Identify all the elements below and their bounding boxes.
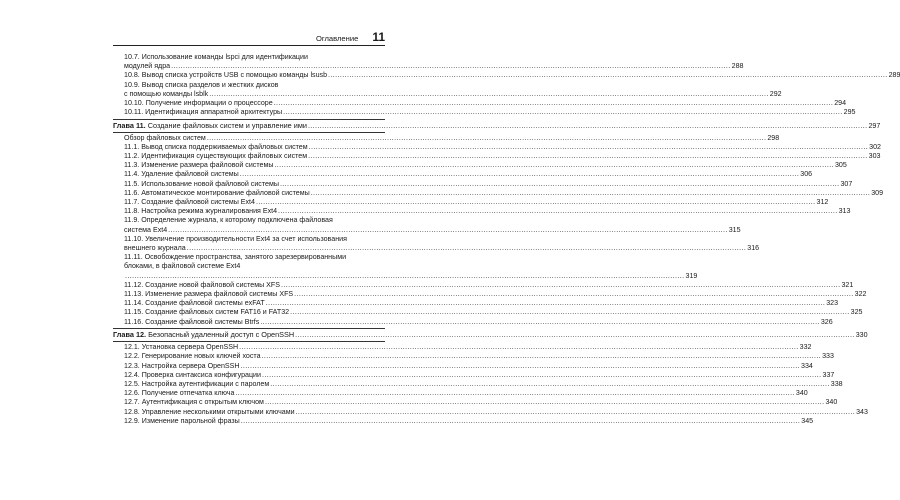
toc-entry[interactable] (124, 152, 881, 161)
entry-page: 303 (868, 152, 881, 161)
toc-entry[interactable] (124, 99, 847, 108)
entry-title: 11.3. Изменение размера файловой системы (124, 161, 274, 170)
entry-title: 11.14. Создание файловой системы exFAT (124, 299, 265, 308)
leader-dots (283, 108, 843, 117)
leader-dots (171, 62, 731, 71)
toc-entry[interactable] (124, 161, 847, 170)
chapter-separator (113, 341, 385, 342)
toc-entry[interactable] (124, 188, 884, 198)
chapter-label: Глава 11. (113, 120, 146, 130)
entry-title: внешнего журнала (124, 244, 186, 253)
entry-title: 11.12. Создание новой файловой системы XFS (124, 280, 280, 289)
toc-entry[interactable] (124, 317, 833, 327)
entry-title: 12.8. Управление несколькими открытыми ключами (124, 407, 295, 416)
entry-page: 340 (795, 389, 808, 398)
running-head (113, 30, 385, 44)
table-of-contents (113, 53, 900, 426)
leader-dots (270, 380, 830, 389)
leader-dots (274, 161, 834, 170)
toc-entry[interactable] (124, 343, 812, 352)
entry-title: 11.15. Создание файловых систем FAT16 и FAT32 (124, 308, 290, 317)
entry-page: 333 (822, 352, 834, 361)
leader-dots (239, 343, 799, 352)
toc-entry[interactable] (124, 216, 741, 234)
leader-dots (260, 318, 820, 327)
leader-dots (296, 408, 856, 417)
toc-entry[interactable] (124, 308, 863, 317)
toc-entry[interactable] (124, 108, 856, 117)
toc-entry[interactable] (124, 179, 853, 189)
leader-dots (240, 170, 800, 179)
entry-title: 12.9. Изменение парольной фразы (124, 416, 240, 425)
chapter-separator (113, 328, 385, 329)
toc-entry[interactable] (124, 416, 814, 426)
running-head-title: Оглавление (315, 34, 359, 43)
toc-entry[interactable] (124, 71, 900, 80)
entry-title-line: блоками, в файловой системе Ext4 (124, 262, 241, 271)
toc-chapter-12[interactable] (113, 330, 868, 340)
entry-page: 332 (799, 343, 812, 352)
entry-page: 338 (830, 379, 843, 388)
chapter-separator (113, 119, 385, 120)
leader-dots (209, 90, 769, 99)
toc-entry[interactable] (124, 361, 813, 371)
entry-page: 315 (728, 225, 741, 234)
entry-title: 11.2. Идентификация существующих файловых систем (124, 152, 308, 161)
leader-dots (281, 281, 841, 290)
entry-page: 289 (888, 71, 900, 80)
leader-dots (266, 299, 826, 308)
entry-title: 12.2. Генерирование новых ключей хоста (124, 352, 261, 361)
entry-page: 326 (820, 317, 833, 326)
entry-title: 12.3. Настройка сервера OpenSSH (124, 361, 240, 370)
entry-page: 307 (840, 179, 853, 188)
entry-page: 337 (822, 370, 835, 379)
toc-entry[interactable] (124, 370, 835, 380)
page-number: 11 (372, 30, 385, 44)
entry-title: 10.11. Идентификация аппаратной архитектуры (124, 108, 283, 117)
chapter-page: 330 (855, 331, 868, 340)
leader-dots (168, 226, 728, 235)
entry-title: 11.7. Создание файловой системы Ext4 (124, 198, 255, 207)
entry-page: 309 (871, 188, 884, 197)
leader-dots (311, 189, 871, 198)
leader-dots (295, 331, 855, 340)
entry-title: модулей ядра (124, 62, 171, 71)
entry-page: 306 (800, 170, 813, 179)
entry-page: 302 (869, 142, 882, 151)
entry-title: с помощью команды lsblk (124, 89, 209, 98)
toc-chapter-11[interactable] (113, 120, 881, 131)
leader-dots (328, 71, 888, 80)
chapter-title: Безопасный удаленный доступ с OpenSSH (146, 330, 295, 340)
leader-dots (274, 99, 834, 108)
leader-dots (278, 207, 838, 216)
leader-dots (187, 244, 747, 253)
leader-dots (241, 362, 801, 371)
chapter-title: Создание файловых систем и управление ими (145, 120, 307, 130)
chapter-label: Глава 12. (113, 330, 147, 340)
toc-entry[interactable] (124, 234, 760, 253)
toc-entry[interactable] (124, 170, 813, 179)
leader-dots (290, 308, 850, 317)
entry-page: 288 (731, 62, 744, 71)
toc-entry[interactable] (124, 142, 882, 152)
leader-dots (294, 290, 854, 299)
toc-entry[interactable] (124, 379, 843, 389)
entry-title: 12.6. Получение отпечатка ключа (124, 389, 235, 398)
leader-dots (262, 352, 822, 361)
entry-title-line: 10.9. Вывод списка разделов и жестких дисков (124, 80, 279, 89)
toc-entry[interactable] (124, 290, 867, 299)
entry-page: 325 (850, 308, 863, 317)
header-rule (113, 45, 385, 46)
entry-title-line: 11.9. Определение журнала, к которому подключена файловая (124, 216, 333, 225)
toc-entry[interactable] (124, 352, 834, 361)
entry-page: 316 (747, 244, 760, 253)
entry-page: 313 (838, 207, 851, 216)
entry-title-line: 10.7. Использование команды lspci для идентификации (124, 53, 308, 61)
leader-dots (308, 152, 868, 161)
entry-page: 340 (825, 398, 838, 407)
entry-title: 12.4. Проверка синтаксиса конфигурации (124, 370, 261, 379)
chapter-page: 297 (868, 121, 881, 130)
entry-title-line: 11.11. Освобождение пространства, занятого зарезервированными (124, 253, 347, 262)
entry-title: 11.13. Изменение размера файловой системы XFS (124, 290, 294, 299)
entry-title: 10.8. Вывод списка устройств USB с помощью команды lsusb (124, 71, 328, 80)
leader-dots (265, 398, 825, 407)
entry-page: 295 (843, 108, 856, 117)
entry-page: 345 (801, 416, 814, 425)
toc-entry[interactable] (124, 253, 698, 281)
entry-title: 11.16. Создание файловой системы Btrfs (124, 317, 260, 326)
toc-entry[interactable] (124, 207, 851, 216)
entry-page: 312 (816, 198, 829, 207)
entry-page: 298 (767, 133, 780, 142)
entry-page: 305 (834, 161, 847, 170)
toc-entry[interactable] (124, 389, 808, 398)
entry-page: 322 (854, 290, 867, 299)
toc-entry[interactable] (124, 407, 868, 417)
leader-dots (207, 134, 767, 143)
entry-title-line: 11.10. Увеличение производительности Ext4 за счет использования (124, 234, 347, 243)
entry-page: 334 (801, 361, 813, 370)
entry-title: 11.8. Настройка режима журналирования Ext4 (124, 207, 278, 216)
toc-entry[interactable] (124, 133, 780, 143)
toc-entry[interactable] (124, 53, 744, 71)
leader-dots (262, 371, 822, 380)
entry-page: 343 (856, 407, 868, 416)
entry-title: 10.10. Получение информации о процессоре (124, 99, 273, 108)
entry-title: система Ext4 (124, 225, 168, 234)
entry-page: 321 (841, 280, 854, 289)
entry-page: 323 (826, 299, 839, 308)
toc-entry[interactable] (124, 198, 829, 207)
entry-page: 292 (769, 89, 782, 98)
entry-title: 11.6. Автоматическое монтирование файловой системы (124, 188, 310, 197)
leader-dots (308, 122, 868, 131)
leader-dots (309, 143, 869, 152)
entry-title: 12.5. Настройка аутентификации с паролем (124, 379, 270, 388)
toc-entry[interactable] (124, 299, 839, 308)
entry-title: Обзор файловых систем (124, 133, 206, 142)
leader-dots (235, 389, 795, 398)
entry-title: 11.5. Использование новой файловой системы (124, 179, 279, 188)
entry-title: 11.1. Вывод списка поддерживаемых файловых систем (124, 142, 308, 151)
leader-dots (280, 180, 840, 189)
toc-entry[interactable] (124, 398, 838, 407)
toc-entry[interactable] (124, 80, 782, 99)
entry-title: 12.7. Аутентификация с открытым ключом (124, 398, 264, 407)
entry-page: 319 (685, 271, 698, 280)
leader-dots (241, 417, 801, 426)
leader-dots (256, 198, 816, 207)
leader-dots (125, 272, 685, 281)
entry-page: 294 (834, 99, 847, 108)
toc-entry[interactable] (124, 280, 854, 290)
entry-title: 11.4. Удаление файловой системы (124, 170, 239, 179)
entry-title: 12.1. Установка сервера OpenSSH (124, 343, 239, 352)
